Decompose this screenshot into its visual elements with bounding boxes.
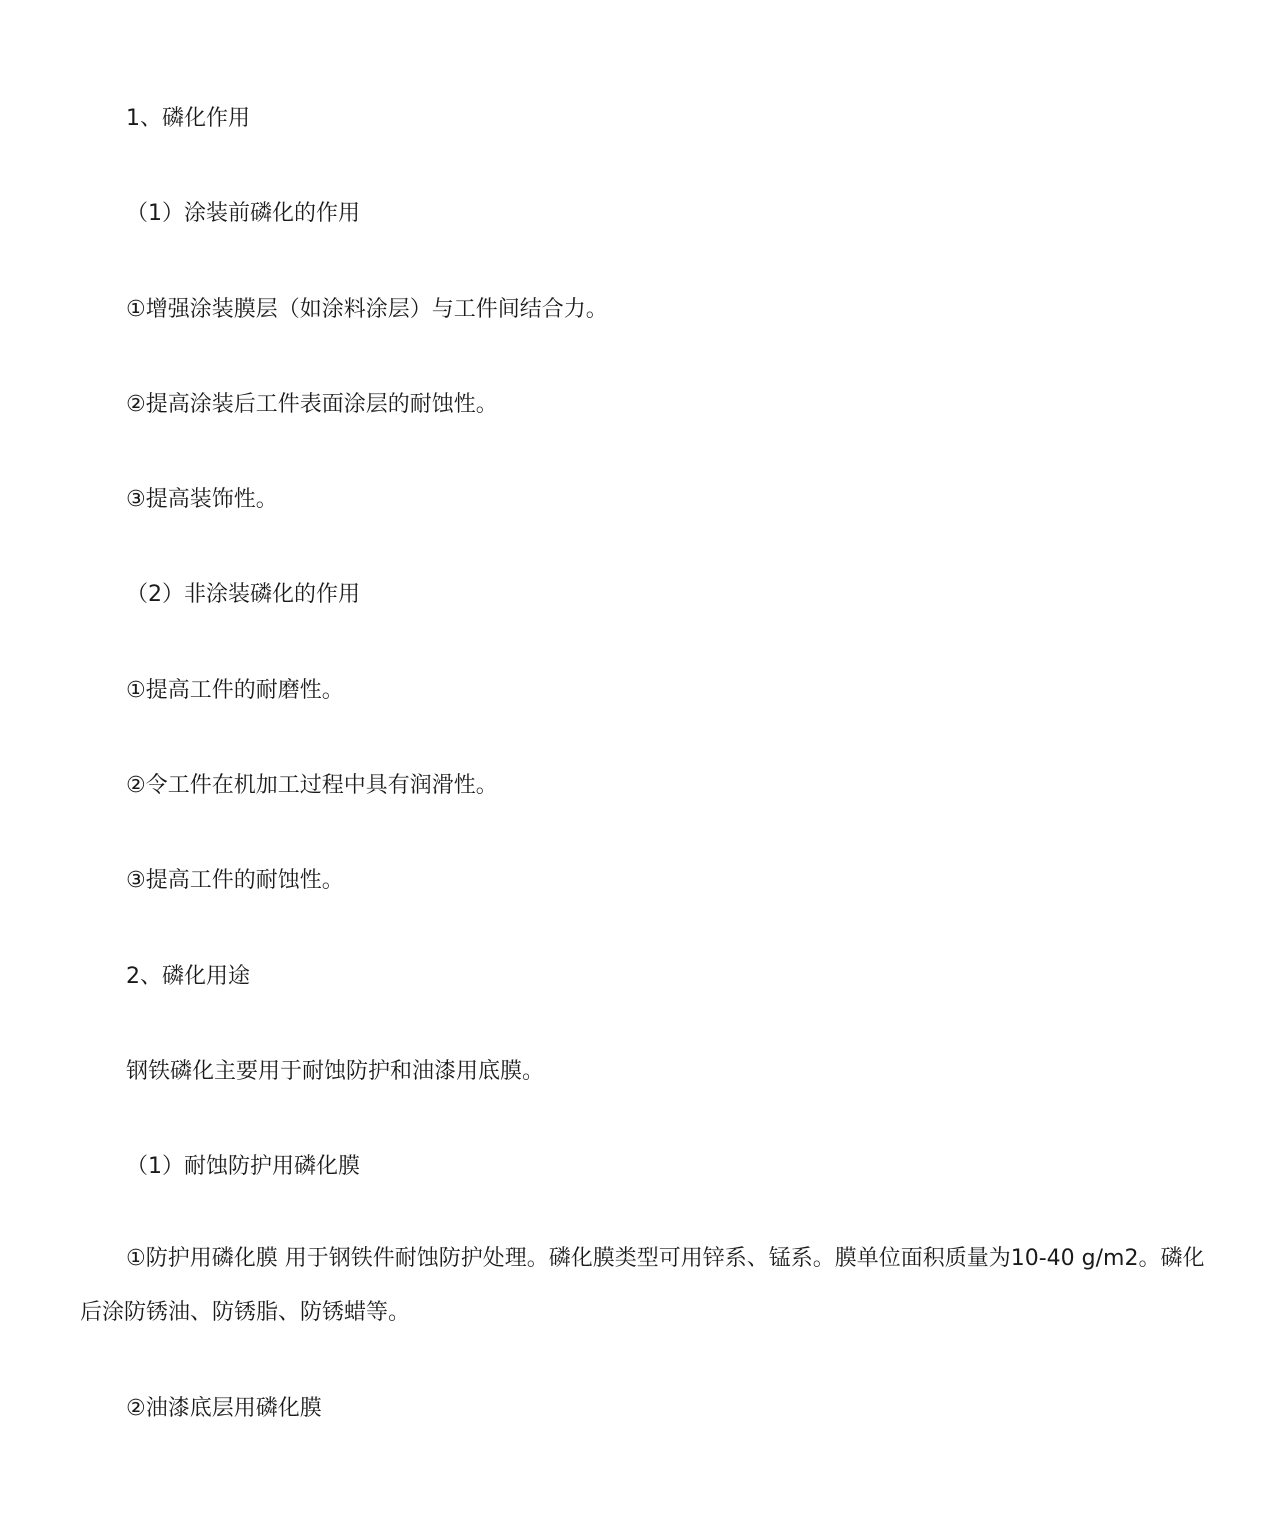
paragraph-protective-film-detail: ①防护用磷化膜 用于钢铁件耐蚀防护处理。磷化膜类型可用锌系、锰系。膜单位面积质量为10-40 g/m2。磷化后涂防锈油、防锈脂、防锈蜡等。 xyxy=(80,1246,1205,1325)
list-item-adhesion: ①增强涂装膜层（如涂料涂层）与工件间结合力。 xyxy=(126,297,608,322)
heading-phosphating-function: 1、磷化作用 xyxy=(126,106,250,131)
list-item-decorative: ③提高装饰性。 xyxy=(126,487,278,512)
heading-phosphating-uses: 2、磷化用途 xyxy=(126,964,250,989)
subheading-non-coating-phosphating: （2）非涂装磷化的作用 xyxy=(126,582,360,607)
list-item-lubricity: ②令工件在机加工过程中具有润滑性。 xyxy=(126,773,498,798)
list-item-wear-resistance: ①提高工件的耐磨性。 xyxy=(126,678,344,703)
subheading-protective-film: （1）耐蚀防护用磷化膜 xyxy=(126,1154,360,1179)
subheading-pre-coating-phosphating: （1）涂装前磷化的作用 xyxy=(126,201,360,226)
list-item-corrosion-resistance: ②提高涂装后工件表面涂层的耐蚀性。 xyxy=(126,392,498,417)
list-item-paint-primer-film: ②油漆底层用磷化膜 xyxy=(126,1396,322,1421)
list-item-workpiece-corrosion: ③提高工件的耐蚀性。 xyxy=(126,868,344,893)
paragraph-steel-phosphating: 钢铁磷化主要用于耐蚀防护和油漆用底膜。 xyxy=(126,1059,545,1084)
